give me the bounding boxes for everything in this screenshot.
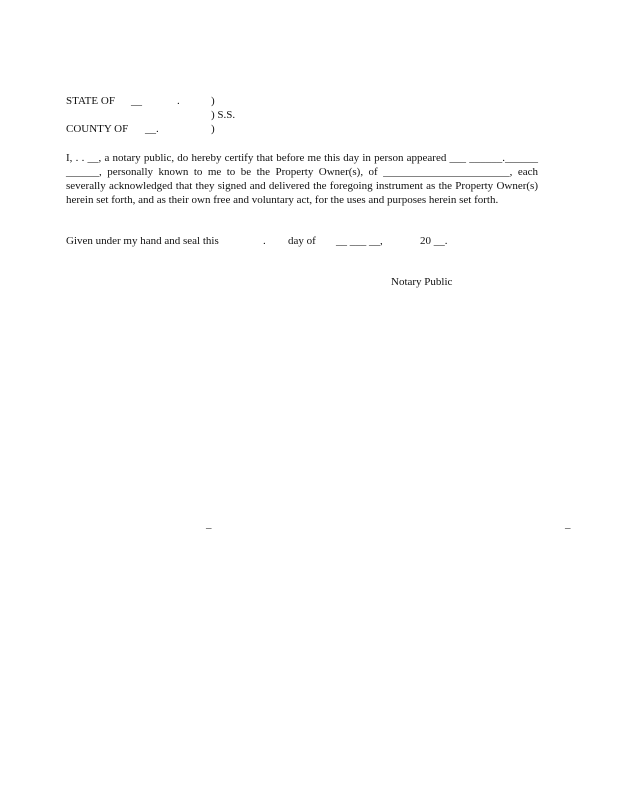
day-of-text: day of — [288, 235, 316, 247]
month-blank: __ ___ __, — [336, 235, 383, 247]
venue-paren-3: ) — [211, 123, 215, 135]
county-label: COUNTY OF — [66, 123, 129, 135]
state-label: STATE OF — [66, 95, 115, 107]
day-blank: . — [263, 235, 266, 247]
state-blank: __ — [131, 95, 142, 107]
venue-paren-1: ) — [211, 95, 215, 107]
footer-right-mark: – — [565, 522, 571, 534]
given-under-text: Given under my hand and seal this — [66, 235, 219, 247]
footer-left-mark: – — [206, 522, 212, 534]
state-trail: . — [177, 95, 180, 107]
ss-label: ) S.S. — [211, 109, 236, 121]
county-blank: __. — [145, 123, 159, 135]
notary-public-label: Notary Public — [391, 276, 453, 288]
year-label: 20 __. — [420, 235, 448, 247]
certification-paragraph: I, . . __, a notary public, do hereby certify that before me this day in person appeared ___ ______.______ ______, personally known to me to be the Property Owner(s), of _______________________, each severally acknowledged that they signed and delivered the foregoing instrument as the Property Owner(s) herein set forth, and as their own free and voluntary act, for the uses and purposes herein set forth. — [66, 152, 538, 206]
